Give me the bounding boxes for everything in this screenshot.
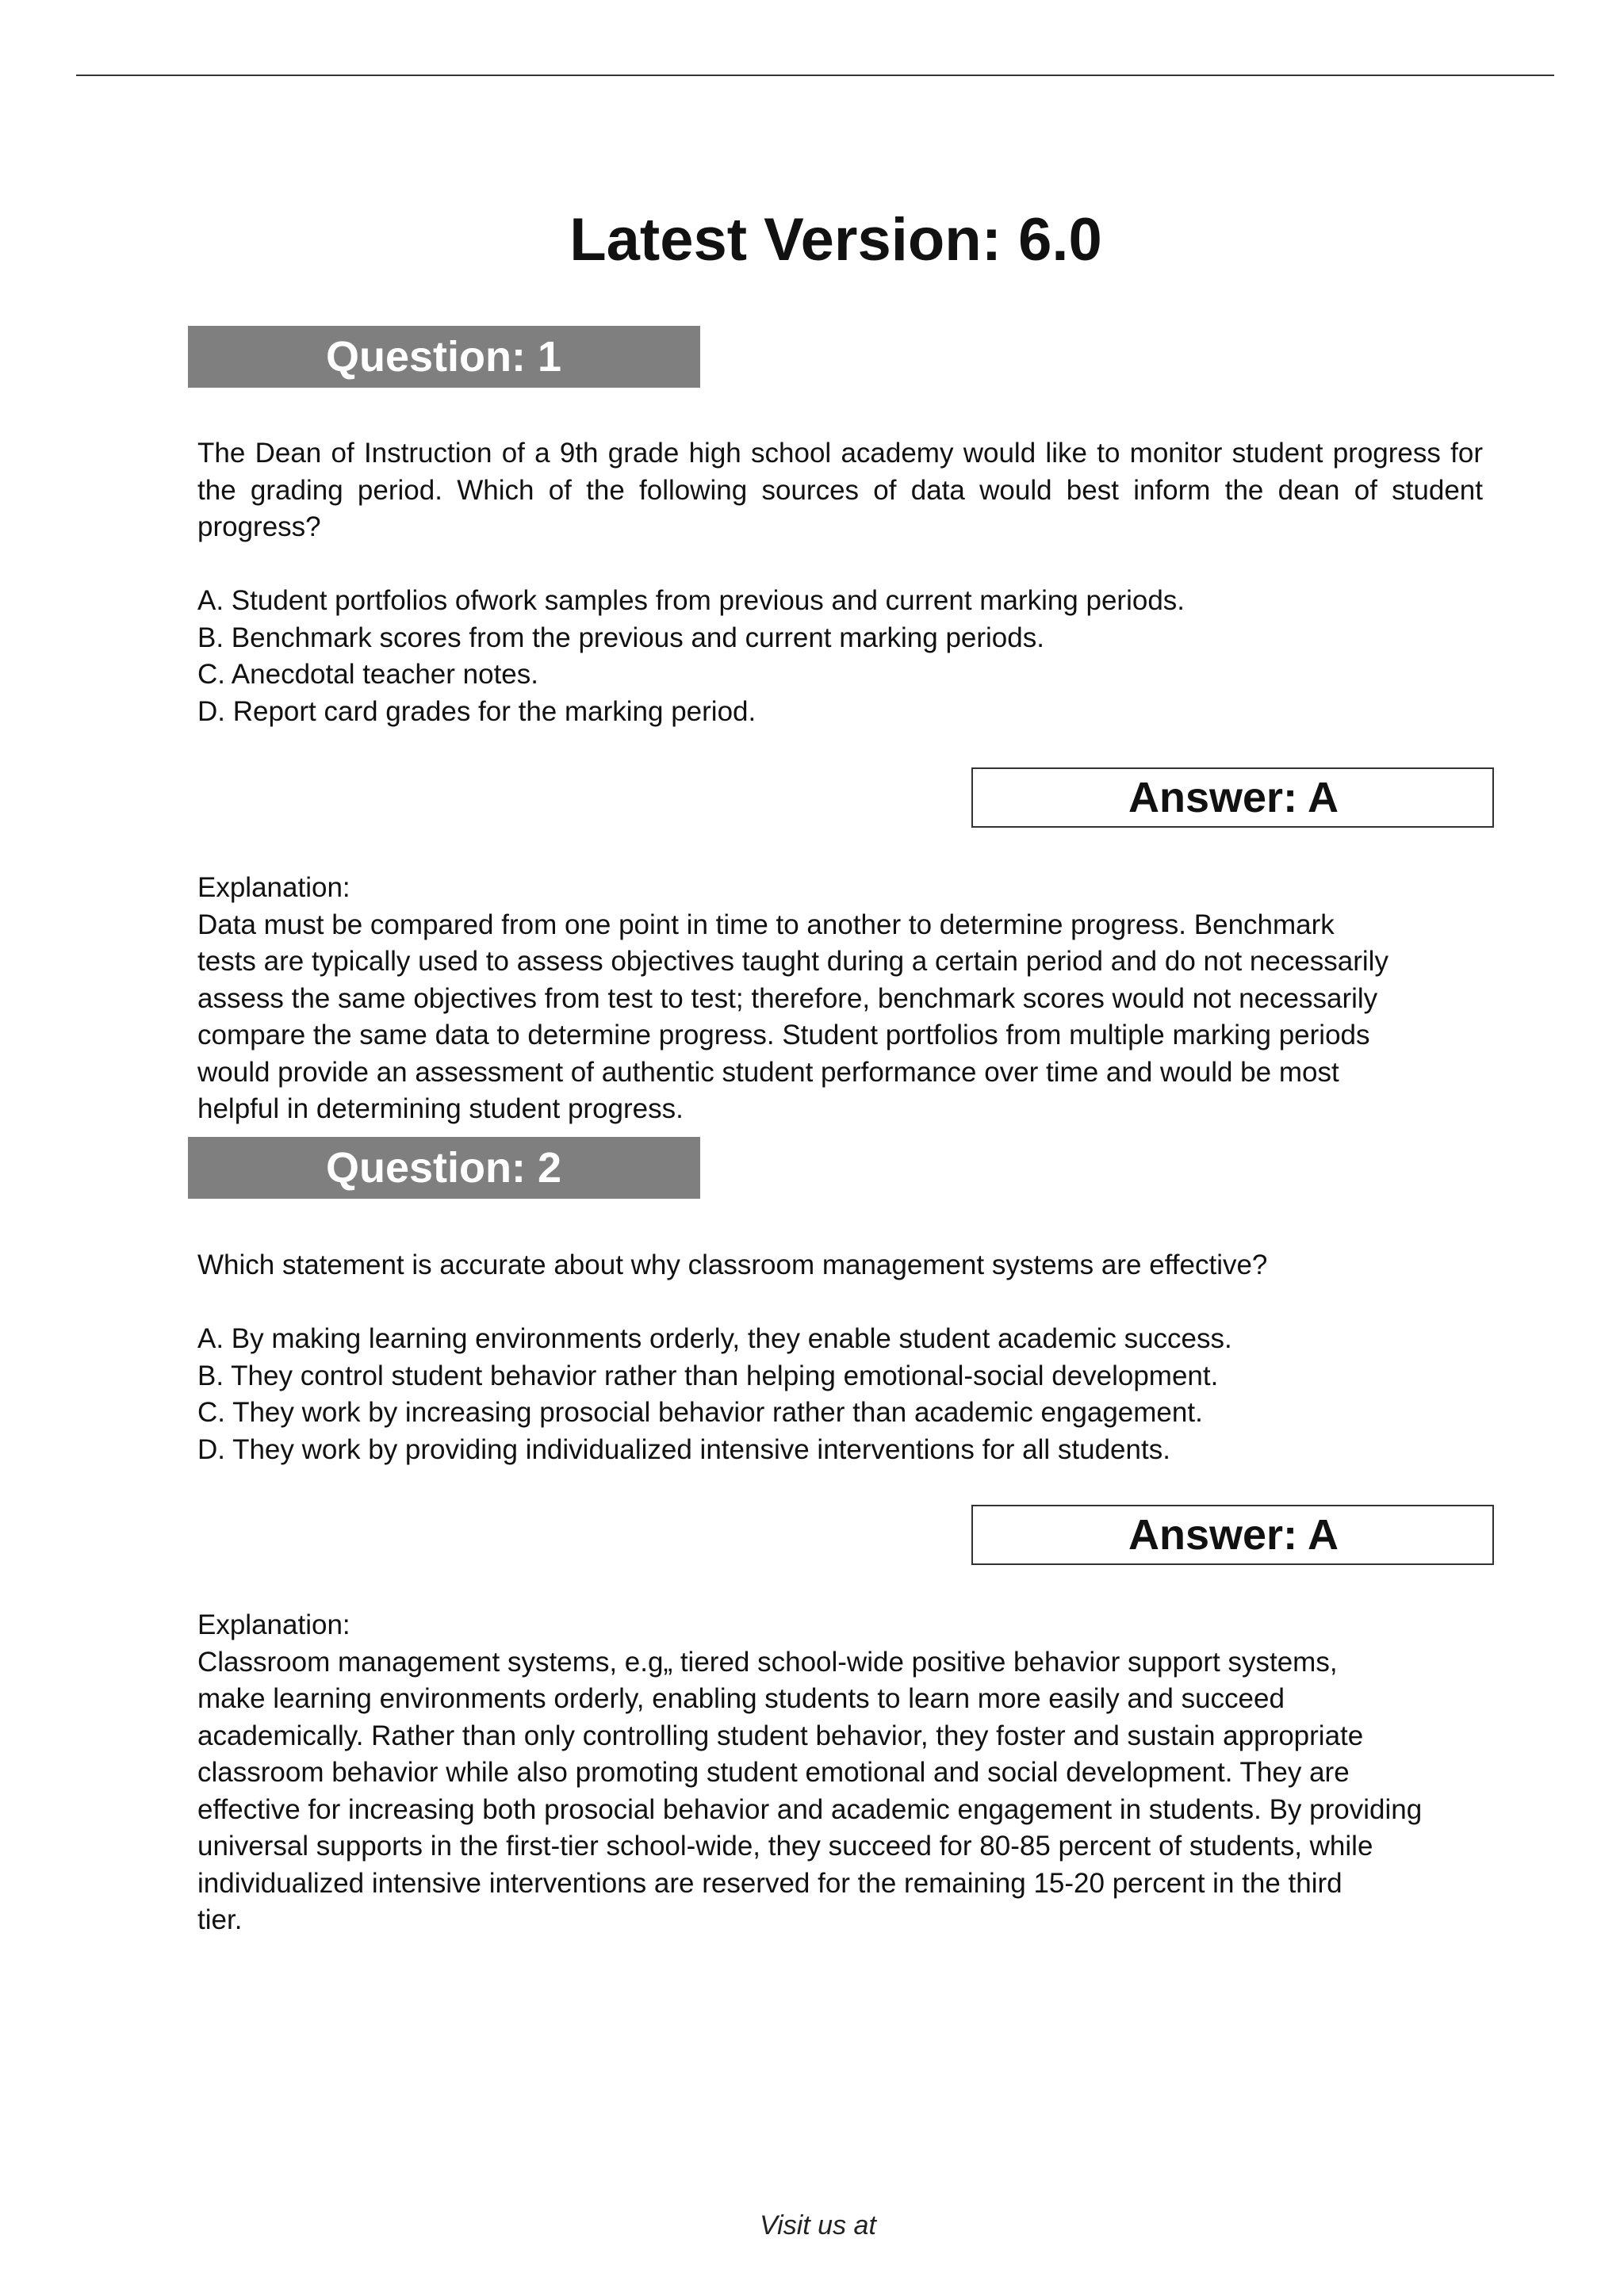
question-2-option-a: A. By making learning environments orderly, they enable student academic success. bbox=[197, 1323, 1232, 1354]
question-1-explanation-line: helpful in determining student progress. bbox=[197, 1093, 684, 1124]
question-2-label: Question: 2 bbox=[326, 1144, 562, 1192]
top-rule bbox=[76, 75, 1554, 76]
question-2-explanation bbox=[197, 1607, 1422, 1939]
question-1-explanation-line: assess the same objectives from test to test; therefore, benchmark scores would not necessarily bbox=[197, 982, 1378, 1014]
question-1-explanation-label: Explanation: bbox=[197, 872, 350, 903]
page-title: Latest Version: 6.0 bbox=[569, 206, 1102, 274]
question-2-option-d: D. They work by providing individualized intensive interventions for all students. bbox=[197, 1433, 1170, 1465]
question-1-option-c: C. Anecdotal teacher notes. bbox=[197, 659, 538, 690]
question-1-header bbox=[188, 326, 700, 388]
question-2-explanation-line: classroom behavior while also promoting student emotional and social development. They are bbox=[197, 1757, 1350, 1788]
question-2-explanation-line: effective for increasing both prosocial behavior and academic engagement in students. By providing bbox=[197, 1793, 1423, 1825]
question-2-explanation-line: tier. bbox=[197, 1904, 243, 1935]
question-1-label: Question: 1 bbox=[326, 333, 562, 381]
question-1-prompt-text: The Dean of Instruction of a 9th grade high school academy would like to monitor student progress for the grading period. Which of the following sources of data would best inform the dean of student progress? bbox=[197, 438, 1483, 542]
question-2-explanation-line: academically. Rather than only controlling student behavior, they foster and sustain appropriate bbox=[197, 1720, 1364, 1751]
question-2-answer-box bbox=[971, 1505, 1494, 1565]
question-2-prompt bbox=[197, 1247, 1267, 1284]
question-2-explanation-label: Explanation: bbox=[197, 1609, 350, 1640]
question-1-answer: Answer: A bbox=[1128, 774, 1339, 821]
question-1-explanation-line: tests are typically used to assess objectives taught during a certain period and do not necessarily bbox=[197, 946, 1388, 977]
question-2-answer: Answer: A bbox=[1128, 1511, 1339, 1559]
question-2-header bbox=[188, 1137, 700, 1199]
question-1-option-d: D. Report card grades for the marking period. bbox=[197, 695, 756, 727]
question-2-explanation-line: universal supports in the first-tier school-wide, they succeed for 80-85 percent of students, while bbox=[197, 1831, 1373, 1862]
question-2-option-c: C. They work by increasing prosocial behavior rather than academic engagement. bbox=[197, 1397, 1203, 1428]
question-2-options bbox=[197, 1321, 1232, 1468]
question-1-answer-box bbox=[971, 767, 1494, 828]
question-1-explanation-line: would provide an assessment of authentic student performance over time and would be most bbox=[197, 1056, 1339, 1088]
question-1-option-b: B. Benchmark scores from the previous and current marking periods. bbox=[197, 622, 1044, 653]
question-2-prompt-text: Which statement is accurate about why classroom management systems are effective? bbox=[197, 1249, 1268, 1280]
question-1-option-a: A. Student portfolios ofwork samples from previous and current marking periods. bbox=[197, 585, 1185, 616]
question-1-explanation-line: compare the same data to determine progress. Student portfolios from multiple marking periods bbox=[197, 1020, 1370, 1050]
question-1-explanation-line: Data must be compared from one point in time to another to determine progress. Benchmark bbox=[197, 909, 1335, 940]
question-1-explanation bbox=[197, 870, 1388, 1128]
question-2-explanation-line: make learning environments orderly, enabling students to learn more easily and succeed bbox=[197, 1683, 1285, 1714]
question-2-option-b: B. They control student behavior rather than helping emotional-social development. bbox=[197, 1360, 1219, 1391]
question-1-options bbox=[197, 583, 1185, 730]
question-1-prompt bbox=[197, 435, 1483, 546]
question-2-explanation-line: Classroom management systems, e.g„ tiered school-wide positive behavior support systems, bbox=[197, 1646, 1338, 1678]
question-2-explanation-line: individualized intensive interventions are reserved for the remaining 15-20 percent in the third bbox=[197, 1867, 1342, 1899]
footer-text: Visit us at bbox=[760, 2210, 876, 2241]
